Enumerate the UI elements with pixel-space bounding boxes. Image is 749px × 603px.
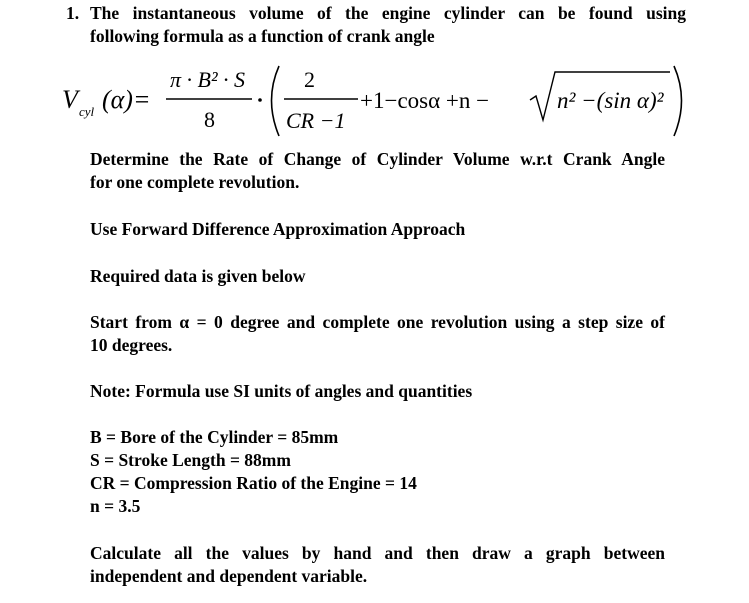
volume-formula xyxy=(62,62,702,142)
data-list xyxy=(90,426,665,518)
question-line-2: following formula as a function of crank angle xyxy=(90,26,435,46)
question-text-1: The instantaneous volume of the engine cylinder can be found using xyxy=(90,3,686,23)
final-line-1: Calculate all the values by hand and then draw a graph between xyxy=(90,543,665,563)
data-item-stroke: S = Stroke Length = 88mm xyxy=(90,450,291,470)
final-paragraph xyxy=(90,542,665,588)
formula-svg xyxy=(62,62,702,142)
question-number: 1. xyxy=(66,3,80,23)
formula-frac1-denominator: 8 xyxy=(204,107,215,132)
formula-lhs-main: V xyxy=(62,85,78,114)
formula-frac2-denominator: CR −1 xyxy=(286,108,346,133)
formula-lhs-sub: cyl xyxy=(79,104,95,119)
note-text: Note: Formula use SI units of angles and quantities xyxy=(90,381,473,401)
required-text: Required data is given below xyxy=(90,266,306,286)
data-item-bore: B = Bore of the Cylinder = 85mm xyxy=(90,427,339,447)
question-heading xyxy=(66,2,686,48)
approach-text: Use Forward Difference Approximation Approach xyxy=(90,219,466,239)
formula-frac1-numerator: π · B² · S xyxy=(170,67,246,92)
task-line-2: for one complete revolution. xyxy=(90,172,300,192)
task-line-1: Determine the Rate of Change of Cylinder Volume w.r.t Crank Angle xyxy=(90,149,665,169)
formula-left-paren xyxy=(272,66,280,136)
formula-right-paren xyxy=(674,66,682,136)
data-item-n: n = 3.5 xyxy=(90,496,141,516)
question-line-1 xyxy=(66,2,686,25)
formula-tail: +1−cosα +n − xyxy=(360,88,490,113)
data-item-compression-ratio: CR = Compression Ratio of the Engine = 14 xyxy=(90,473,417,493)
formula-frac2-numerator: 2 xyxy=(304,67,315,92)
start-line-1: Start from α = 0 degree and complete one revolution using a step size of xyxy=(90,312,665,332)
start-line-2: 10 degrees. xyxy=(90,335,173,355)
formula-lhs-arg: (α)= xyxy=(102,85,151,114)
formula-times-dot xyxy=(258,98,262,102)
final-line-2: independent and dependent variable. xyxy=(90,566,368,586)
formula-sqrt-body: n² −(sin α)² xyxy=(557,88,664,113)
task-paragraph xyxy=(90,148,665,194)
start-paragraph xyxy=(90,311,665,357)
